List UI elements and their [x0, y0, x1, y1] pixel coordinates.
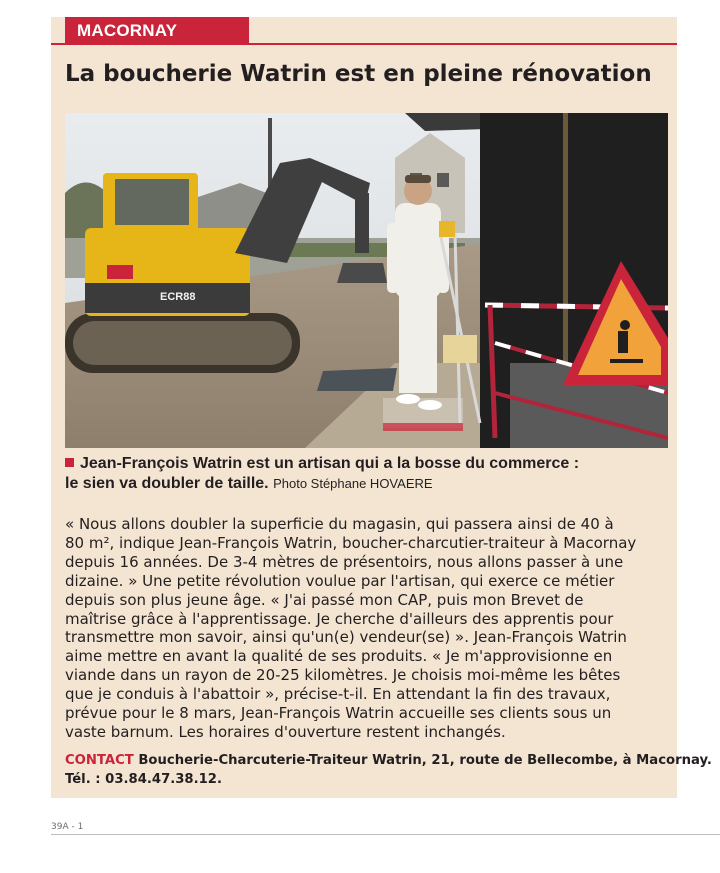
photo-credit: Photo Stéphane HOVAERE — [273, 476, 433, 491]
headline: La boucherie Watrin est en pleine rénovation — [65, 61, 652, 87]
article-card — [51, 17, 712, 798]
body-line: vaste barnum. Les horaires d'ouverture restent inchangés. — [65, 722, 506, 741]
machine-label: ECR88 — [160, 291, 196, 303]
body-line: aime mettre en avant la qualité de ses produits. « Je m'approvisionne en — [65, 647, 613, 666]
article-body — [65, 515, 669, 742]
rubric-label: MACORNAY — [65, 17, 249, 43]
page-number: 39A - 1 — [51, 822, 84, 832]
caption-marker — [65, 458, 74, 467]
photo-illustration — [65, 113, 668, 448]
rubric-bar — [51, 17, 677, 45]
body-line: depuis 16 années. De 3-4 mètres de présentoirs, nous allons passer à une — [65, 552, 624, 571]
body-line: « Nous allons doubler la superficie du magasin, qui passera ainsi de 40 à — [65, 515, 614, 533]
body-line: maîtrise grâce à l'apprentissage. Je cherche d'ailleurs des apprentis pour — [65, 609, 614, 628]
bucket — [443, 335, 477, 363]
contact-phone: Tél. : 03.84.47.38.12. — [65, 772, 222, 787]
body-line: depuis son plus jeune âge. « J'ai passé mon CAP, puis mon Brevet de — [65, 590, 584, 609]
contact-label: CONTACT — [65, 753, 134, 768]
caption-line2: le sien va doubler de taille. — [65, 475, 269, 492]
body-line: transmettre mon savoir, ainsi qu'un(e) vendeur(se) ». Jean-François Watrin — [65, 628, 627, 647]
drain-grate — [317, 368, 397, 391]
contact-block — [65, 751, 712, 789]
body-line: prévue pour le 8 mars, Jean-François Watrin accueille ses clients sous un — [65, 704, 612, 723]
body-line: dizaine. » Une petite révolution voulue par l'artisan, qui exerce ce métier — [65, 571, 615, 590]
body-line: viande dans un rayon de 20-25 kilomètres. Je choisis moi-même les bêtes — [65, 666, 621, 685]
body-line: 80 m², indique Jean-François Watrin, boucher-charcutier-traiteur à Macornay — [65, 533, 637, 552]
contact-address: Boucherie-Charcuterie-Traiteur Watrin, 21, route de Bellecombe, à Macornay. — [138, 753, 712, 768]
caption-line1: Jean-François Watrin est un artisan qui a la bosse du commerce : — [80, 455, 580, 472]
photo-caption — [65, 454, 665, 494]
footer-rule — [51, 834, 720, 835]
body-line: que je conduis à l'abattoir », précise-t-il. En attendant la fin des travaux, — [65, 685, 611, 704]
article-photo — [65, 113, 668, 448]
